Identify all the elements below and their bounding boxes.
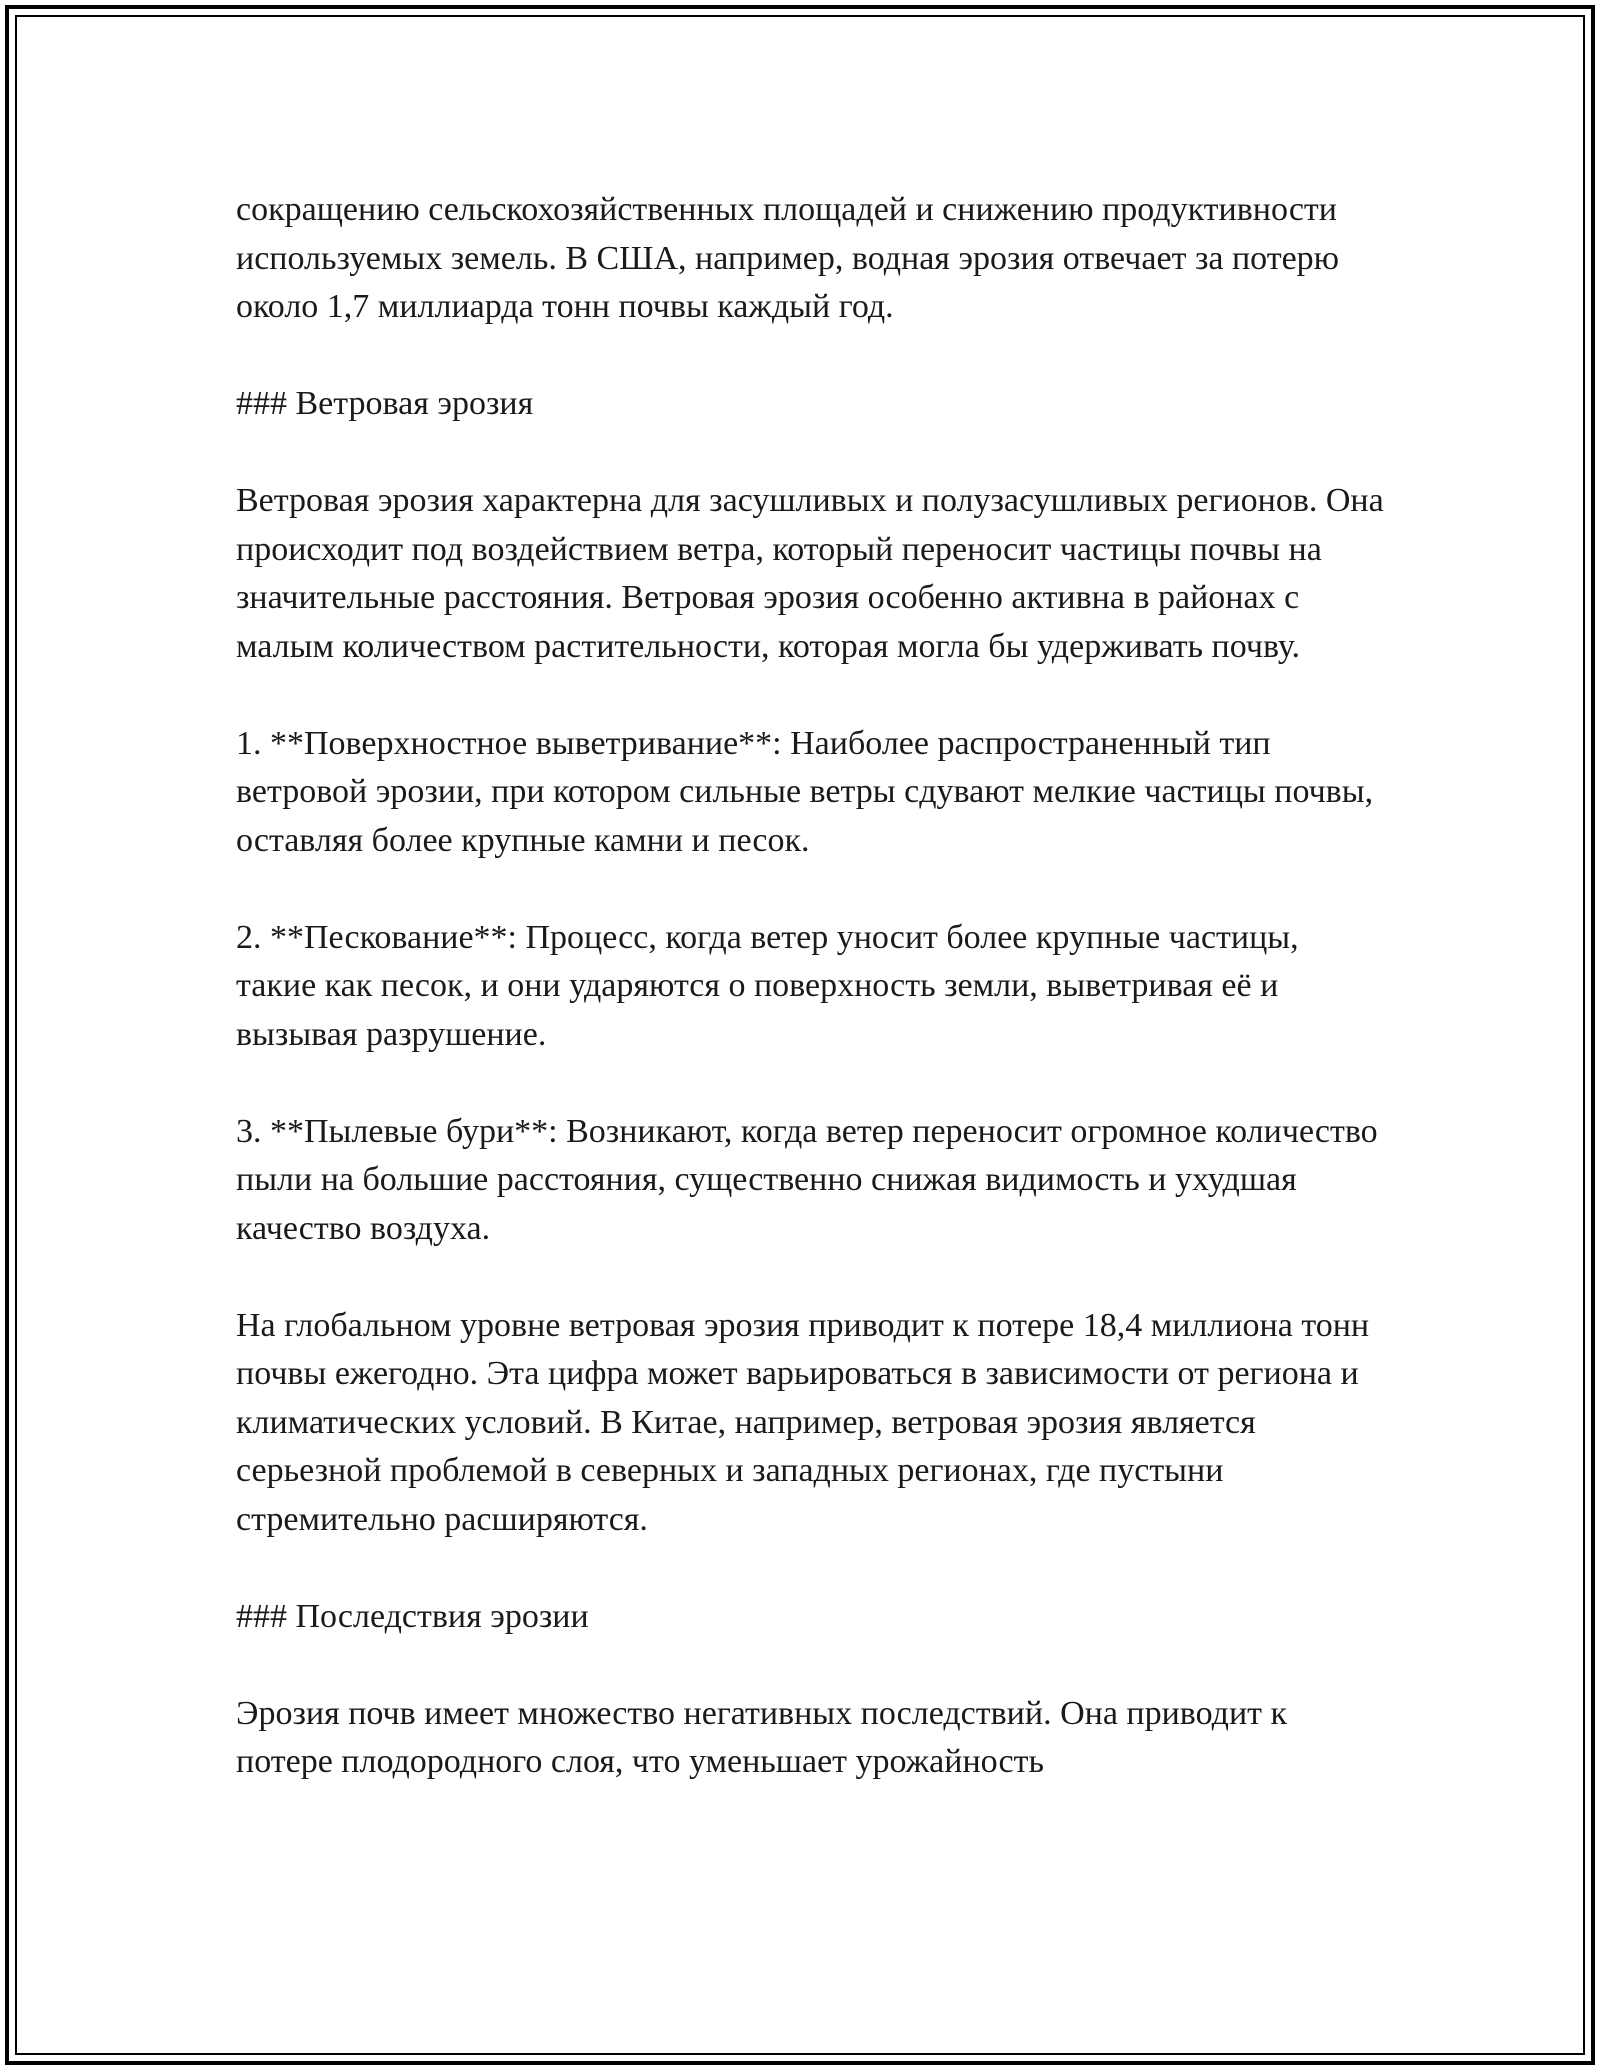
paragraph-erosion-consequences: Эрозия почв имеет множество негативных последствий. Она приводит к потере плодородного слоя, что уменьшает урожайность	[236, 1694, 1288, 1780]
list-item-dust-storms: 3. **Пылевые бури**: Возникают, когда ветер переносит огромное количество пыли на большие расстояния, существенно снижая видимость и ухудшая качество воздуха.	[236, 1112, 1378, 1247]
list-item-sanding: 2. **Пескование**: Процесс, когда ветер уносит более крупные частицы, такие как песок, и они ударяются о поверхность земли, выветривая её и вызывая разрушение.	[236, 918, 1299, 1053]
document-body	[236, 186, 1386, 1787]
heading-wind-erosion: ### Ветровая эрозия	[236, 385, 534, 422]
paragraph-wind-erosion-intro: Ветровая эрозия характерна для засушливых и полузасушливых регионов. Она происходит под воздействием ветра, который переносит частицы почвы на значительные расстояния. Ветровая эрозия особенно активна в районах с малым количеством растительности, которая могла бы удерживать почву.	[236, 482, 1384, 665]
paragraph-water-erosion-end: сокращению сельскохозяйственных площадей и снижению продуктивности используемых земель. В США, например, водная эрозия отвечает за потерю около 1,7 миллиарда тонн почвы каждый год.	[236, 191, 1340, 325]
list-item-surface-weathering: 1. **Поверхностное выветривание**: Наиболее распространенный тип ветровой эрозии, при котором сильные ветры сдувают мелкие частицы почвы, оставляя более крупные камни и песок.	[236, 724, 1374, 859]
heading-erosion-consequences: ### Последствия эрозии	[236, 1597, 589, 1635]
paragraph-global-wind-erosion: На глобальном уровне ветровая эрозия приводит к потере 18,4 миллиона тонн почвы ежегодно. Эта цифра может варьироваться в зависимости от региона и климатических условий. В Китае, например, ветровая эрозия является серьезной проблемой в северных и западных регионах, где пустыни стремительно расширяются.	[236, 1306, 1370, 1538]
